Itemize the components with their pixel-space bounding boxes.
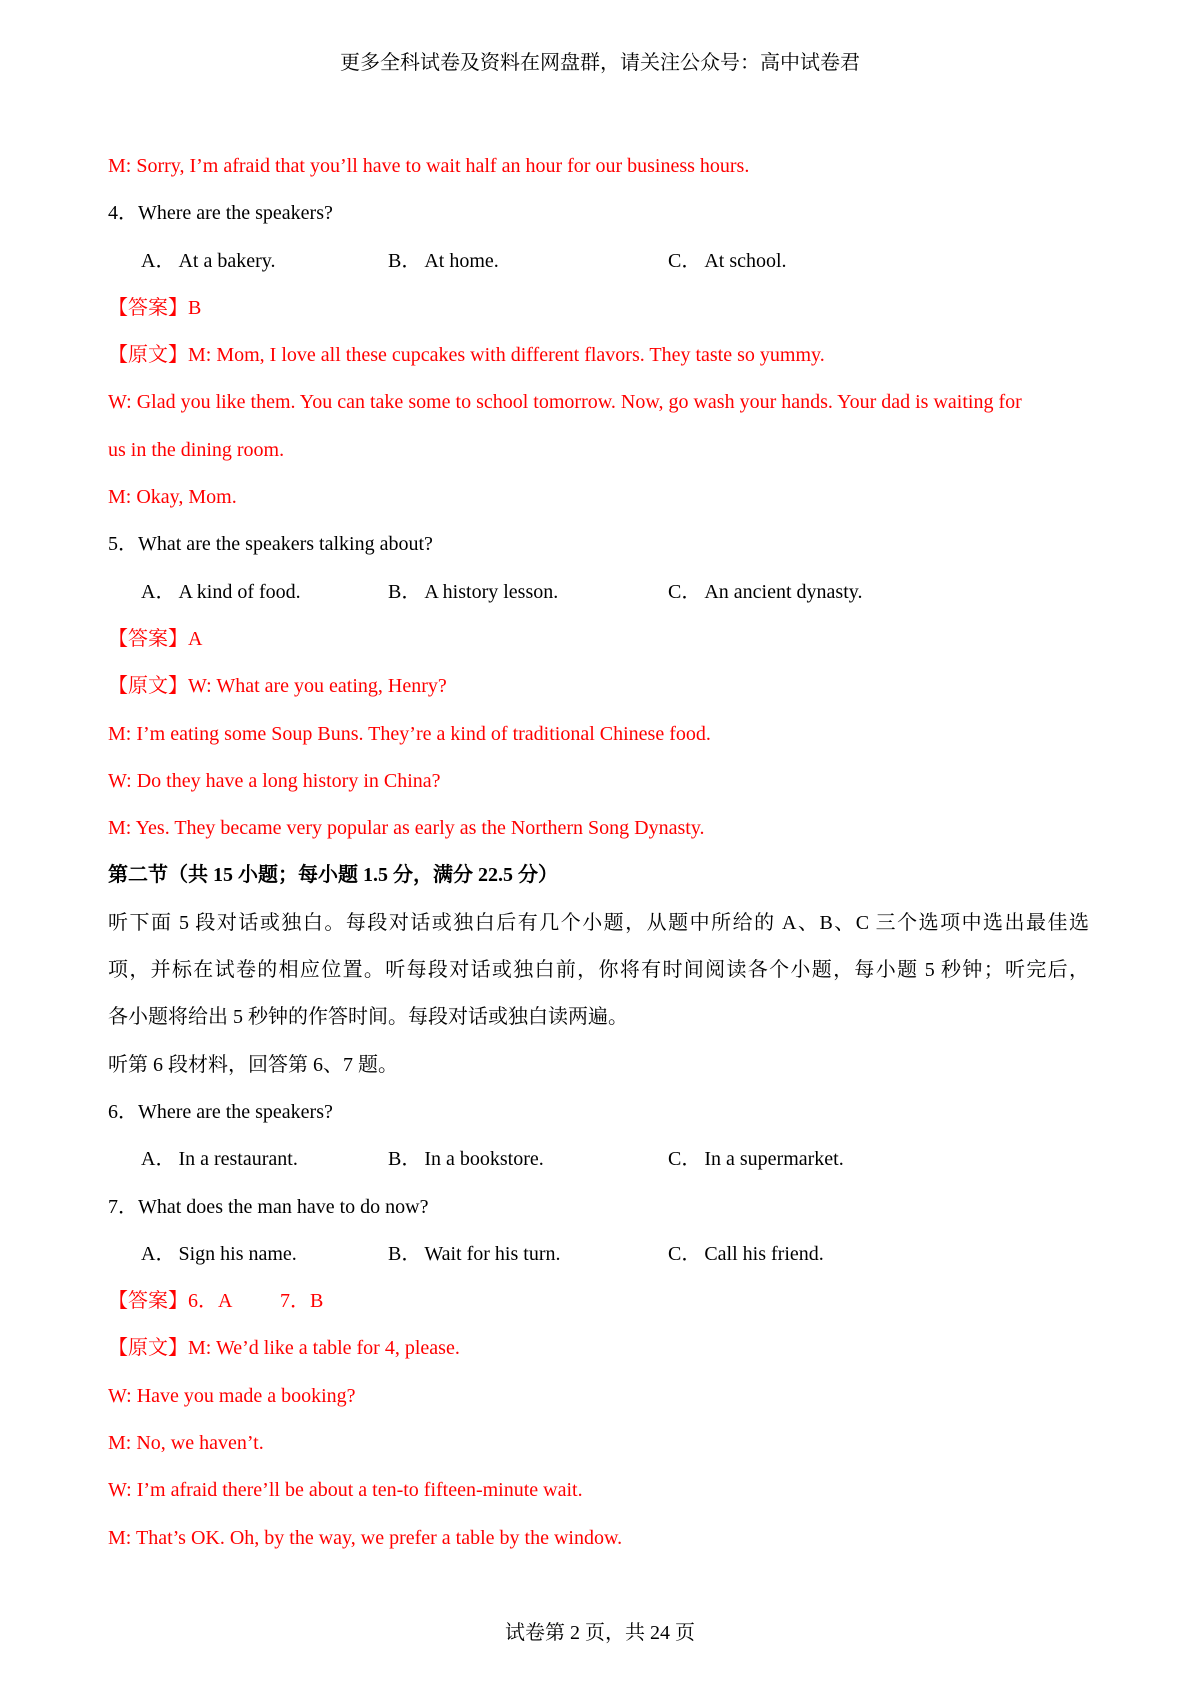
transcript-label: 【原文】 (108, 675, 188, 698)
option-text: An ancient dynasty. (704, 580, 863, 603)
question-7 (108, 1184, 1089, 1231)
transcript-text: W: What are you eating, Henry? (188, 675, 447, 698)
question-number: 5． (108, 533, 138, 556)
option-b (388, 238, 499, 285)
option-c (668, 1136, 844, 1183)
transcript-line: W: I’m afraid there’ll be about a ten-to fifteen-minute wait. (108, 1479, 583, 1502)
option-text: A kind of food. (178, 580, 301, 603)
option-a (141, 238, 275, 285)
answer-value: B (188, 296, 202, 319)
options-row-q6 (108, 1136, 1089, 1183)
question-stem: What does the man have to do now? (138, 1195, 429, 1218)
transcript-text: M: Mom, I love all these cupcakes with different flavors. They taste so yummy. (188, 344, 825, 367)
option-text: At school. (704, 249, 787, 272)
transcript-label: 【原文】 (108, 1337, 188, 1360)
option-text: Sign his name. (178, 1242, 297, 1265)
transcript-line: W: Do they have a long history in China? (108, 769, 441, 792)
question-4 (108, 190, 1089, 237)
transcript-line: M: That’s OK. Oh, by the way, we prefer a table by the window. (108, 1526, 623, 1549)
question-number: 6． (108, 1100, 138, 1123)
transcript-line: W: Have you made a booking? (108, 1384, 356, 1407)
option-letter: A． (141, 249, 176, 272)
option-letter: A． (141, 1148, 176, 1171)
transcript-line: M: Yes. They became very popular as early as the Northern Song Dynasty. (108, 817, 705, 840)
transcript-line: M: No, we haven’t. (108, 1432, 264, 1455)
option-c (668, 569, 862, 616)
option-text: In a restaurant. (178, 1148, 298, 1171)
transcript-line: us in the dining room. (108, 438, 285, 461)
option-letter: C． (668, 1148, 702, 1171)
answer-value: A (188, 627, 203, 650)
page-footer: 试卷第 2 页，共 24 页 (505, 1622, 695, 1644)
option-text: At home. (424, 249, 499, 272)
answer-q4 (108, 285, 1089, 332)
option-text: At a bakery. (178, 249, 276, 272)
answer-label: 【答案】 (108, 627, 188, 650)
option-text: In a supermarket. (704, 1148, 844, 1171)
option-c (668, 1231, 824, 1278)
question-stem: Where are the speakers? (138, 202, 333, 225)
transcript-line: M: I’m eating some Soup Buns. They’re a kind of traditional Chinese food. (108, 722, 711, 745)
answer-q6-q7 (108, 1278, 1089, 1325)
option-letter: B． (388, 580, 422, 603)
answer-value: 6．A (188, 1290, 233, 1313)
option-letter: A． (141, 1242, 176, 1265)
transcript-label: 【原文】 (108, 344, 188, 367)
section-heading: 第二节（共 15 小题；每小题 1.5 分，满分 22.5 分） (108, 864, 558, 887)
transcript-line (108, 1325, 1089, 1372)
question-6 (108, 1089, 1089, 1136)
option-b (388, 1136, 544, 1183)
transcript-line (108, 332, 1089, 379)
options-row-q7 (108, 1231, 1089, 1278)
header-note: 更多全科试卷及资料在网盘群，请关注公众号：高中试卷君 (340, 52, 860, 74)
option-b (388, 569, 558, 616)
option-letter: C． (668, 1242, 702, 1265)
option-b (388, 1231, 561, 1278)
answer-value: 7．B (280, 1290, 324, 1313)
instruction-line: 各小题将给出 5 秒钟的作答时间。每段对话或独白读两遍。 (108, 1006, 628, 1029)
question-stem: What are the speakers talking about? (138, 533, 433, 556)
option-letter: B． (388, 1242, 422, 1265)
transcript-line: W: Glad you like them. You can take some to school tomorrow. Now, go wash your hands. Your dad is waiting for (108, 391, 1022, 414)
transcript-text: M: We’d like a table for 4, please. (188, 1337, 460, 1360)
answer-q5 (108, 616, 1089, 663)
transcript-line: M: Okay, Mom. (108, 486, 237, 509)
question-number: 7． (108, 1195, 138, 1218)
option-letter: C． (668, 249, 702, 272)
option-text: Call his friend. (704, 1242, 824, 1265)
option-a (141, 569, 301, 616)
answer-label: 【答案】 (108, 296, 188, 319)
option-text: Wait for his turn. (424, 1242, 561, 1265)
question-number: 4． (108, 202, 138, 225)
page-body (108, 143, 1089, 1562)
options-row-q4 (108, 238, 1089, 285)
option-letter: B． (388, 249, 422, 272)
option-a (141, 1231, 297, 1278)
option-c (668, 238, 787, 285)
instruction-line: 听下面 5 段对话或独白。每段对话或独白后有几个小题，从题中所给的 A、B、C 三个选项中选出最佳选 (108, 911, 1089, 934)
material-note: 听第 6 段材料，回答第 6、7 题。 (108, 1053, 398, 1076)
instruction-line: 项，并标在试卷的相应位置。听每段对话或独白前，你将有时间阅读各个小题，每小题 5 秒钟；听完后， (108, 959, 1089, 982)
transcript-line (108, 663, 1089, 710)
option-letter: C． (668, 580, 702, 603)
option-letter: A． (141, 580, 176, 603)
option-text: A history lesson. (424, 580, 559, 603)
option-a (141, 1136, 298, 1183)
option-text: In a bookstore. (424, 1148, 544, 1171)
options-row-q5 (108, 569, 1089, 616)
question-stem: Where are the speakers? (138, 1100, 333, 1123)
transcript-line: M: Sorry, I’m afraid that you’ll have to wait half an hour for our business hours. (108, 155, 750, 177)
answer-label: 【答案】 (108, 1290, 188, 1313)
option-letter: B． (388, 1148, 422, 1171)
question-5 (108, 521, 1089, 568)
